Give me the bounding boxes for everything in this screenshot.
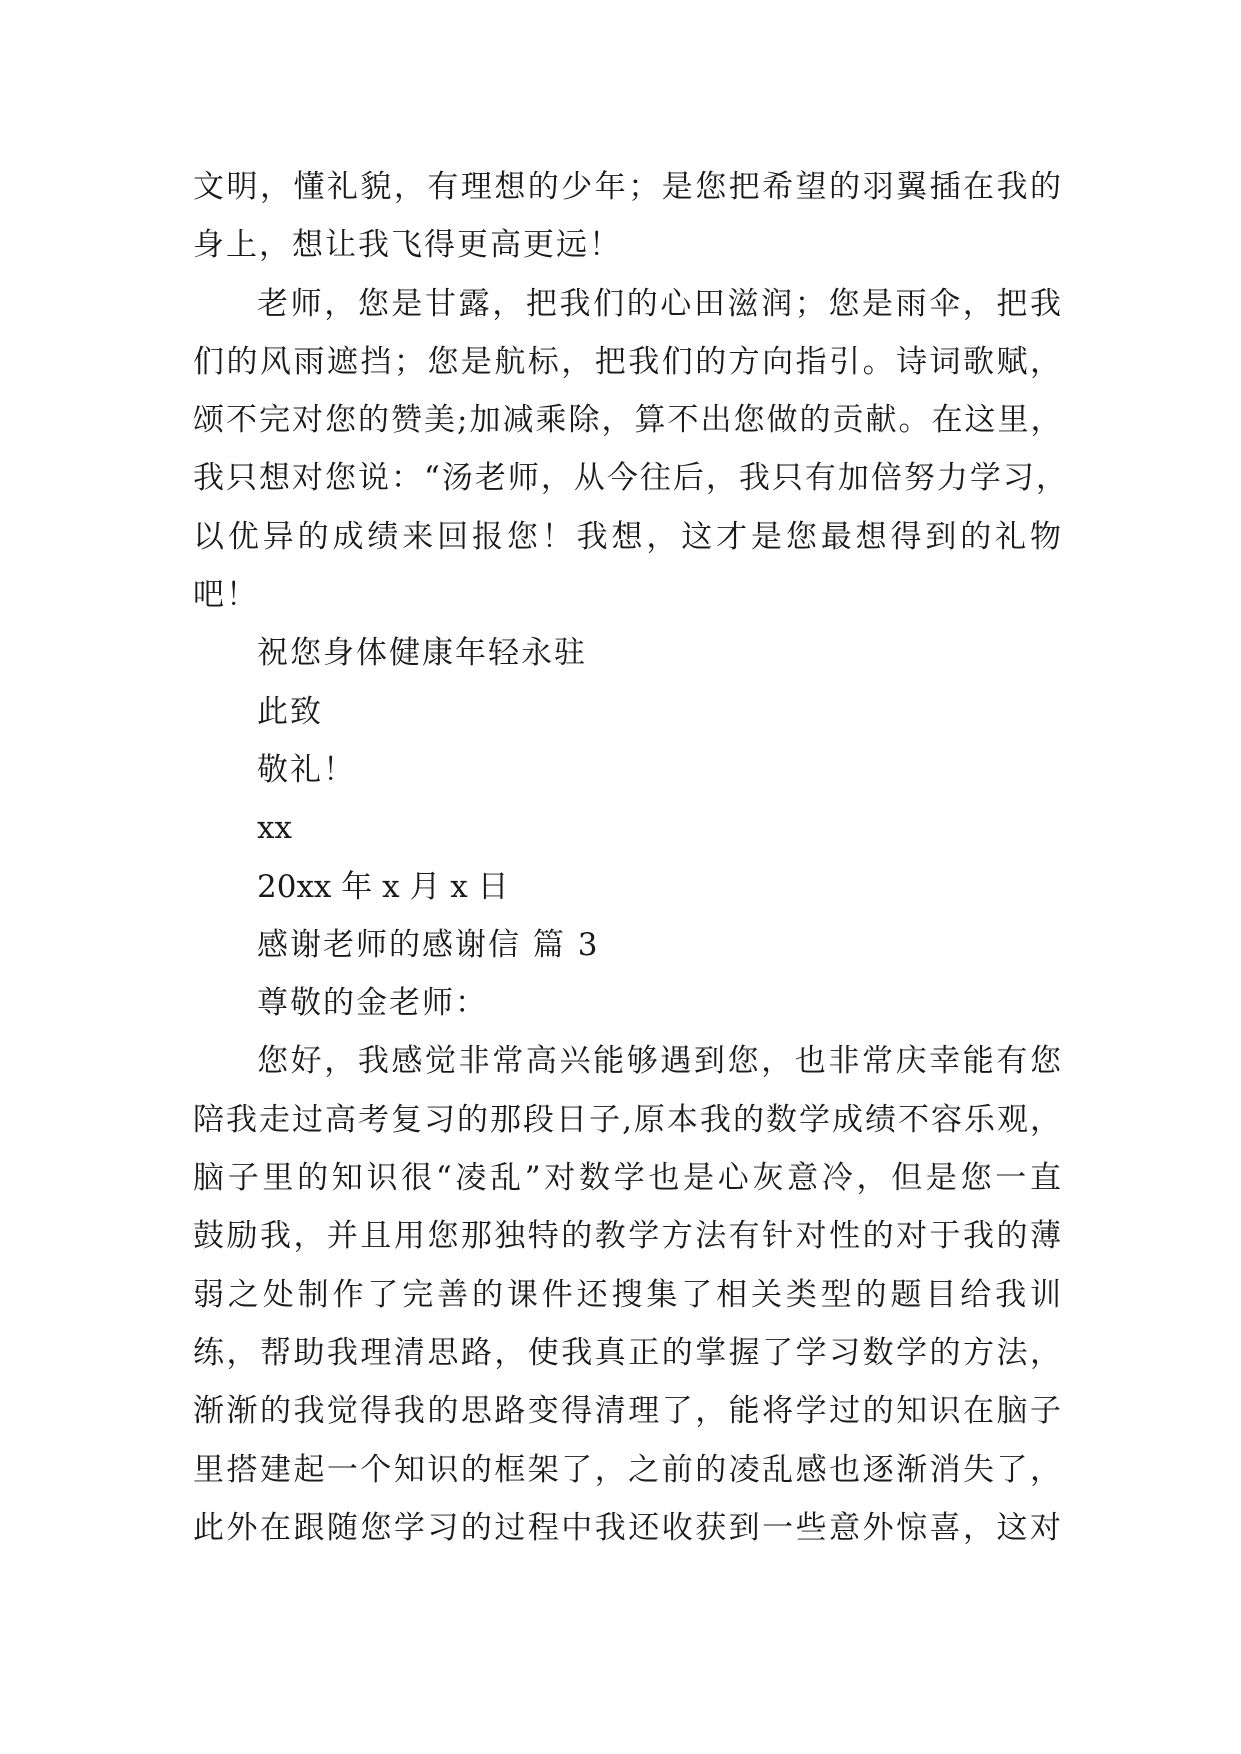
paragraph-line: 脑子里的知识很“凌乱”对数学也是心灰意冷，但是您一直 xyxy=(193,1160,1063,1197)
paragraph-line: 以优异的成绩来回报您！我想，这才是您最想得到的礼物 xyxy=(193,518,1063,555)
paragraph-line: 身上，想让我飞得更高更远！ xyxy=(193,227,622,264)
section-heading: 感谢老师的感谢信 篇 3 xyxy=(257,926,600,963)
closing-wish: 祝您身体健康年轻永驻 xyxy=(257,635,587,672)
paragraph-line: 老师，您是甘露，把我们的心田滋润；您是雨伞，把我 xyxy=(257,285,1063,322)
closing-salutation: 此致 xyxy=(257,693,323,730)
paragraph-line: 弱之处制作了完善的课件还搜集了相关类型的题目给我训 xyxy=(193,1276,1063,1313)
paragraph-line: 里搭建起一个知识的框架了，之前的凌乱感也逐渐消失了， xyxy=(193,1451,1063,1488)
paragraph-line: 陪我走过高考复习的那段日子,原本我的数学成绩不容乐观， xyxy=(193,1101,1063,1138)
paragraph-line: 颂不完对您的赞美;加减乘除，算不出您做的贡献。在这里， xyxy=(193,402,1064,439)
paragraph-line: 渐渐的我觉得我的思路变得清理了，能将学过的知识在脑子 xyxy=(193,1393,1063,1430)
paragraph-line: 练，帮助我理清思路，使我真正的掌握了学习数学的方法， xyxy=(193,1334,1063,1371)
paragraph-line: 们的风雨遮挡；您是航标，把我们的方向指引。诗词歌赋， xyxy=(193,343,1063,380)
signature-name: xx xyxy=(257,810,292,847)
paragraph-line: 此外在跟随您学习的过程中我还收获到一些意外惊喜，这对 xyxy=(193,1509,1063,1546)
paragraph-line: 鼓励我，并且用您那独特的教学方法有针对性的对于我的薄 xyxy=(193,1218,1063,1255)
letter-body xyxy=(193,158,1069,1557)
signature-date: 20xx 年 x 月 x 日 xyxy=(257,868,509,905)
paragraph-line: 吧！ xyxy=(193,577,259,614)
paragraph-line: 您好，我感觉非常高兴能够遇到您，也非常庆幸能有您 xyxy=(257,1043,1063,1080)
letter-greeting: 尊敬的金老师： xyxy=(257,985,488,1022)
paragraph-line: 我只想对您说：“汤老师，从今往后，我只有加倍努力学习， xyxy=(193,460,1069,497)
paragraph-line: 文明，懂礼貌，有理想的少年；是您把希望的羽翼插在我的 xyxy=(193,169,1063,205)
closing-respect: 敬礼！ xyxy=(257,751,356,788)
